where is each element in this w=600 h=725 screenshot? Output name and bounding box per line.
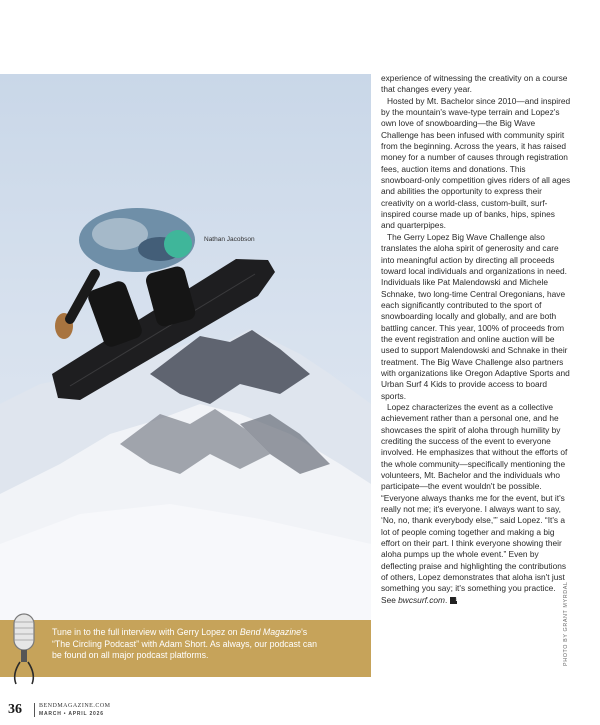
podcast-line2: “The Circling Podcast” with Adam Short. As always, our podcast can — [52, 638, 318, 649]
article-paragraph-4-end: . — [445, 594, 448, 605]
photographer-credit: Nathan Jacobson — [204, 236, 255, 243]
article-paragraph-2: Hosted by Mt. Bachelor since 2010—and inspired by the mountain's wave-type terrain and Lopez's own love of snowboarding—the Big Wave Challenge has been infused with community spirit from the beginning. Across the years, it has raised money for a number of causes through registration fees, auction items and donations. This snowboard-only competition gives riders of all ages and abilities the opportunity to express their creativity on a world-class, custom-built, surf-inspired course made up of banks, hips, spines and quarterpipes. — [381, 95, 571, 231]
article-paragraph-3: The Gerry Lopez Big Wave Challenge also translates the aloha spirit of generosity and care into meaningful action by directing all proceeds toward local individuals and organizations in need. Individuals like Pat Malendowski and Michele Schnake, two long-time Central Oregonians, have each significantly contributed to the sport of snowboarding locally and globally, and are both battling cancer. This year, 100% of proceeds from the event registration and online auction will be used to support Malendowski and Schnake in their treatment. The Big Wave Challenge also partners with organizations like Oregon Adaptive Sports and Urban Surf 4 Kids to provide access to board sports. — [381, 231, 570, 401]
article-paragraph-4 — [381, 402, 571, 606]
website-link[interactable]: bwcsurf.com — [398, 594, 445, 605]
podcast-line1-prefix: Tune in to the full interview with Gerry Lopez on — [52, 627, 240, 637]
article-paragraph-1: experience of witnessing the creativity on a course that changes every year. — [381, 73, 568, 95]
footer-divider — [34, 703, 35, 717]
article-paragraph-4-text: Lopez characterizes the event as a collective achievement rather than a personal one, and he showcases the spirit of aloha through humility by crediting the success of the event to everyone involved. He emphasizes that without the efforts of the whole community—specifically mentioning the volunteers, Mt. Bachelor and the individuals who participate—the event wouldn't be possible. “Everyone always thanks me for the event, but it's really not me; it's everyone. I always want to say, ‘No, no, thank everybody else,'” said Lopez. “It's a lot of people coming together and making a big effort on their part. I think everyone showing their aloha pumps up the whole event.” Even by deflecting praise and highlighting the contributions of others, Lopez demonstrates that aloha isn't just something you say; it's something you practice. See — [381, 401, 568, 605]
podcast-line3: be found on all major podcast platforms. — [52, 650, 209, 661]
page-number: 36 — [8, 702, 22, 717]
podcast-magazine-name: Bend Magazine — [239, 627, 302, 637]
snowboarder-illustration — [0, 74, 371, 622]
microphone-icon — [2, 610, 46, 690]
photo-side-credit: PHOTO BY GRANT MYRDAL — [563, 581, 569, 666]
podcast-line1-suffix: 's — [301, 627, 308, 637]
snowboarder-photo — [0, 74, 371, 622]
article-column — [381, 73, 571, 606]
podcast-text — [52, 627, 352, 662]
issue-date: MARCH • APRIL 2026 — [39, 711, 104, 717]
magazine-website: BENDMAGAZINE.COM — [39, 703, 111, 709]
end-mark-icon: B — [450, 597, 457, 604]
